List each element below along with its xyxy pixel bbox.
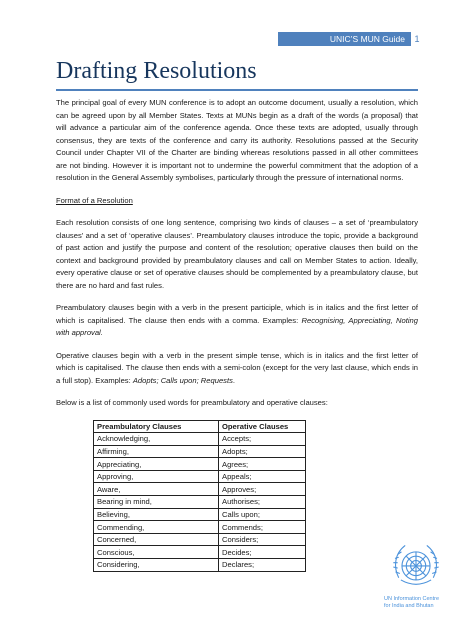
table-header-row xyxy=(94,420,306,433)
operative-cell: Approves; xyxy=(219,483,306,496)
table-row xyxy=(94,533,306,546)
operative-cell: Appeals; xyxy=(219,470,306,483)
document-body xyxy=(56,97,418,572)
section-heading-format: Format of a Resolution xyxy=(56,195,133,205)
table-header-preambulatory: Preambulatory Clauses xyxy=(94,420,219,433)
table-row xyxy=(94,559,306,572)
preambulatory-examples: Recognising, Appreciating, Noting with approval. xyxy=(56,315,418,337)
operative-cell: Considers; xyxy=(219,533,306,546)
table-row xyxy=(94,458,306,471)
preambulatory-cell: Affirming, xyxy=(94,445,219,458)
preambulatory-cell: Considering, xyxy=(94,559,219,572)
operative-end: . xyxy=(232,375,235,385)
header-bar xyxy=(278,32,411,46)
un-emblem-icon xyxy=(389,540,443,594)
table-body xyxy=(94,433,306,572)
preambulatory-text: Preambulatory clauses begin with a verb in the present participle, which is in italics and the first letter of which is capitalised. The clause then ends with a comma. Examples: xyxy=(56,303,418,325)
table-row xyxy=(94,508,306,521)
title-divider xyxy=(56,89,418,91)
preambulatory-cell: Conscious, xyxy=(94,546,219,559)
logo-caption-line2: for India and Bhutan xyxy=(384,603,434,609)
logo-caption-line1: UN Information Centre xyxy=(384,596,440,602)
table-row xyxy=(94,496,306,509)
table-row xyxy=(94,483,306,496)
list-intro: Below is a list of commonly used words for preambulatory and operative clauses: xyxy=(56,398,328,407)
operative-cell: Adopts; xyxy=(219,445,306,458)
operative-cell: Calls upon; xyxy=(219,508,306,521)
preambulatory-cell: Commending, xyxy=(94,521,219,534)
page-number: 1 xyxy=(414,34,420,44)
page-title: Drafting Resolutions xyxy=(56,58,257,84)
preambulatory-cell: Appreciating, xyxy=(94,458,219,471)
operative-examples: Adopts; Calls upon; Requests xyxy=(132,375,233,385)
table-row xyxy=(94,445,306,458)
clauses-table xyxy=(93,420,306,572)
format-paragraph: Each resolution consists of one long sentence, comprising two kinds of clauses – a set of ‘preambulatory clauses’ and a set of ‘operative clauses’. Preambulatory clauses introduce the topic, provide a background of past action and justify the purpose and content of the resolution; operative clauses then build on the context and background provided by preambulatory clauses and call on Member States to action. Ideally, every operative clause or set of operative clauses should be complemented by a preambulatory clause, but there are no hard and fast rules. xyxy=(56,218,418,290)
table-row xyxy=(94,433,306,446)
preambulatory-cell: Aware, xyxy=(94,483,219,496)
logo-caption xyxy=(384,596,460,610)
table-row xyxy=(94,521,306,534)
operative-cell: Agrees; xyxy=(219,458,306,471)
table-header-operative: Operative Clauses xyxy=(219,420,306,433)
operative-cell: Commends; xyxy=(219,521,306,534)
intro-paragraph: The principal goal of every MUN conference is to adopt an outcome document, usually a resolution, which can be agreed upon by all Member States. Texts at MUNs begin as a draft of the words (a proposal) that will advance a particular aim of the conference agenda. Once these texts are adopted, usually through consensus, they are texts of the conference and carry its authority. Resolutions passed at the Security Council under Chapter VII of the Charter are binding whereas resolutions passed in all other committees are not binding. However it is important not to undermine the powerful commitment that the adoption of a resolution in the General Assembly symbolises, particularly through the pressure of international norms. xyxy=(56,98,418,182)
header-title: UNIC’S MUN Guide xyxy=(329,34,405,44)
preambulatory-paragraph xyxy=(56,302,418,340)
preambulatory-cell: Bearing in mind, xyxy=(94,496,219,509)
preambulatory-cell: Approving, xyxy=(94,470,219,483)
operative-cell: Decides; xyxy=(219,546,306,559)
operative-cell: Authorises; xyxy=(219,496,306,509)
operative-text: Operative clauses begin with a verb in the present simple tense, which is in italics and the first letter of which is capitalised. The clause then ends with a semi-colon (except for the very last clause, which ends in a full stop). Examples: xyxy=(56,350,418,385)
operative-cell: Accepts; xyxy=(219,433,306,446)
preambulatory-cell: Acknowledging, xyxy=(94,433,219,446)
operative-paragraph xyxy=(56,350,418,388)
operative-cell: Declares; xyxy=(219,559,306,572)
table-row xyxy=(94,470,306,483)
preambulatory-cell: Believing, xyxy=(94,508,219,521)
preambulatory-cell: Concerned, xyxy=(94,533,219,546)
table-row xyxy=(94,546,306,559)
